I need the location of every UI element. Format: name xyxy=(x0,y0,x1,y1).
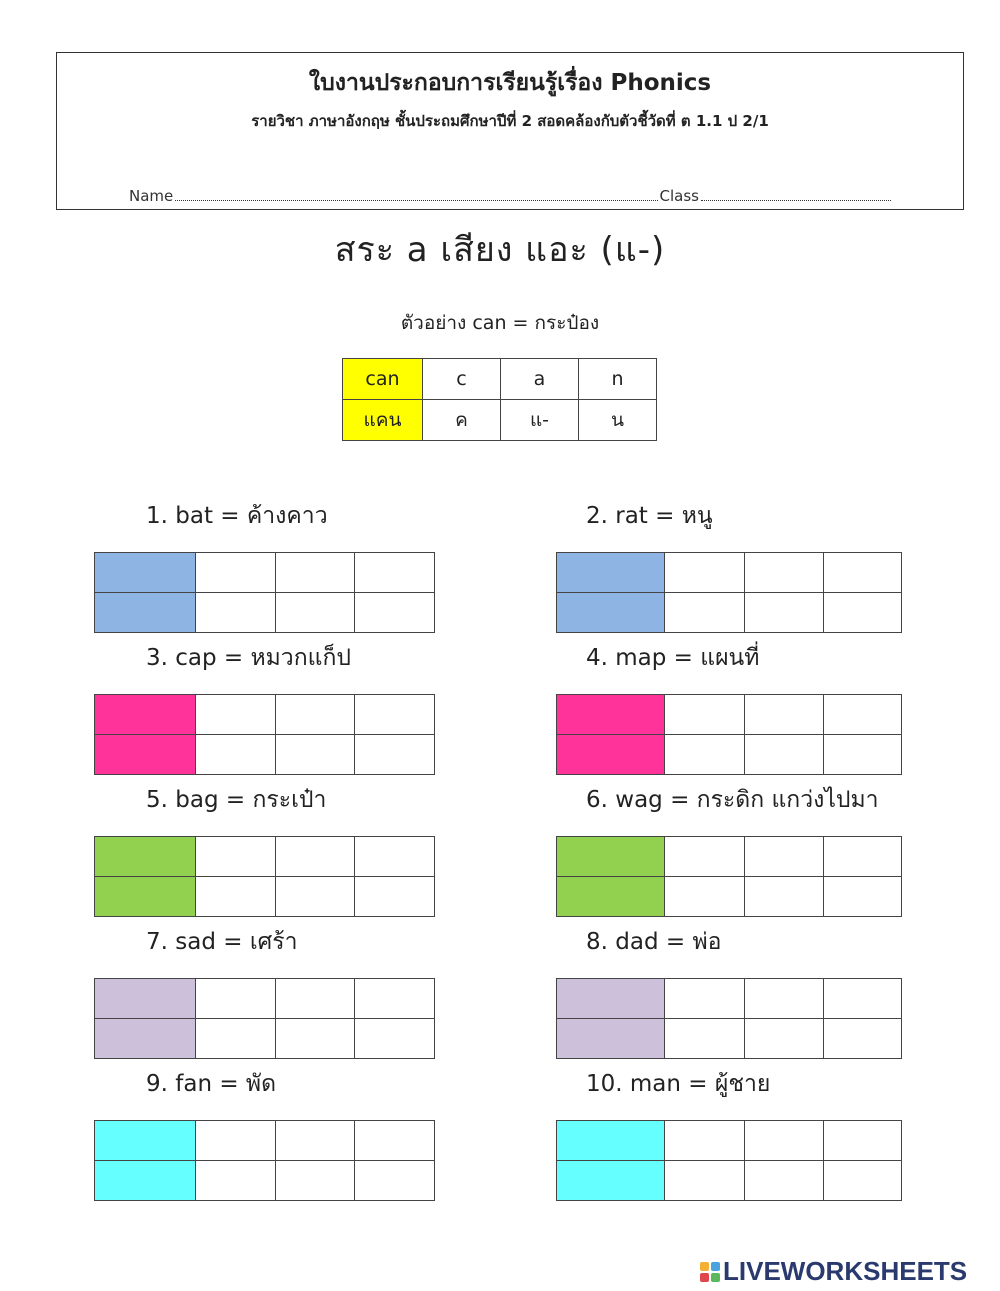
example-table xyxy=(342,358,657,441)
answer-letter-cell[interactable] xyxy=(276,735,355,775)
question-label: 4. map = แผนที่ xyxy=(586,645,760,671)
answer-letter-cell[interactable] xyxy=(196,1019,276,1059)
answer-word-cell[interactable] xyxy=(557,877,665,917)
example-row-thai xyxy=(343,400,657,441)
answer-word-cell[interactable] xyxy=(557,553,665,593)
question-label: 8. dad = พ่อ xyxy=(586,929,722,955)
answer-row xyxy=(557,1161,902,1201)
example-cell: can xyxy=(343,359,423,400)
answer-row xyxy=(95,877,435,917)
answer-letter-cell[interactable] xyxy=(276,1121,355,1161)
answer-letter-cell[interactable] xyxy=(355,735,435,775)
answer-table xyxy=(94,978,435,1059)
worksheet-header xyxy=(56,52,964,210)
answer-letter-cell[interactable] xyxy=(665,735,745,775)
question-label: 2. rat = หนู xyxy=(586,503,713,529)
answer-row xyxy=(557,735,902,775)
answer-letter-cell[interactable] xyxy=(276,1019,355,1059)
logo-text: LIVEWORKSHEETS xyxy=(723,1256,968,1286)
answer-letter-cell[interactable] xyxy=(276,553,355,593)
answer-table xyxy=(94,694,435,775)
answer-letter-cell[interactable] xyxy=(665,553,745,593)
name-label: Name xyxy=(129,187,174,205)
example-caption: ตัวอย่าง can = กระป๋อง xyxy=(400,312,600,334)
answer-table xyxy=(556,694,902,775)
answer-word-cell[interactable] xyxy=(95,1019,196,1059)
answer-letter-cell[interactable] xyxy=(665,1161,745,1201)
answer-row xyxy=(95,1019,435,1059)
answer-letter-cell[interactable] xyxy=(824,979,902,1019)
answer-row xyxy=(557,593,902,633)
answer-row xyxy=(557,553,902,593)
logo-icon xyxy=(700,1262,720,1282)
answer-word-cell[interactable] xyxy=(557,1121,665,1161)
example-cell: c xyxy=(423,359,501,400)
answer-letter-cell[interactable] xyxy=(745,695,824,735)
answer-letter-cell[interactable] xyxy=(196,877,276,917)
answer-word-cell[interactable] xyxy=(95,593,196,633)
question-label: 10. man = ผู้ชาย xyxy=(586,1071,771,1097)
question-label: 3. cap = หมวกแก็ป xyxy=(146,645,352,671)
answer-row xyxy=(95,979,435,1019)
answer-letter-cell[interactable] xyxy=(355,1019,435,1059)
answer-table xyxy=(94,836,435,917)
answer-word-cell[interactable] xyxy=(557,979,665,1019)
answer-row xyxy=(557,877,902,917)
example-row-english xyxy=(343,359,657,400)
answer-letter-cell[interactable] xyxy=(196,593,276,633)
answer-letter-cell[interactable] xyxy=(745,735,824,775)
example-cell: น xyxy=(579,400,657,441)
answer-word-cell[interactable] xyxy=(95,877,196,917)
answer-letter-cell[interactable] xyxy=(196,979,276,1019)
answer-word-cell[interactable] xyxy=(95,1161,196,1201)
answer-row xyxy=(557,837,902,877)
answer-letter-cell[interactable] xyxy=(665,1019,745,1059)
answer-table xyxy=(556,836,902,917)
student-info-line xyxy=(129,187,893,205)
answer-row xyxy=(95,695,435,735)
answer-letter-cell[interactable] xyxy=(824,837,902,877)
answer-letter-cell[interactable] xyxy=(355,837,435,877)
name-field[interactable] xyxy=(175,187,657,201)
answer-row xyxy=(557,1121,902,1161)
answer-letter-cell[interactable] xyxy=(745,553,824,593)
answer-word-cell[interactable] xyxy=(95,1121,196,1161)
answer-letter-cell[interactable] xyxy=(824,695,902,735)
answer-row xyxy=(557,695,902,735)
worksheet-title: ใบงานประกอบการเรียนรู้เรื่อง Phonics xyxy=(308,70,712,96)
question-label: 5. bag = กระเป๋า xyxy=(146,787,327,813)
answer-row xyxy=(95,1121,435,1161)
answer-letter-cell[interactable] xyxy=(355,979,435,1019)
answer-letter-cell[interactable] xyxy=(276,837,355,877)
answer-word-cell[interactable] xyxy=(557,837,665,877)
answer-word-cell[interactable] xyxy=(95,837,196,877)
answer-letter-cell[interactable] xyxy=(276,593,355,633)
answer-row xyxy=(95,837,435,877)
answer-letter-cell[interactable] xyxy=(355,695,435,735)
answer-letter-cell[interactable] xyxy=(745,1019,824,1059)
answer-word-cell[interactable] xyxy=(95,695,196,735)
answer-letter-cell[interactable] xyxy=(276,979,355,1019)
answer-letter-cell[interactable] xyxy=(824,553,902,593)
liveworksheets-logo xyxy=(700,1256,967,1287)
answer-letter-cell[interactable] xyxy=(824,1121,902,1161)
answer-row xyxy=(95,593,435,633)
answer-row xyxy=(557,979,902,1019)
answer-table xyxy=(94,552,435,633)
answer-word-cell[interactable] xyxy=(95,979,196,1019)
answer-letter-cell[interactable] xyxy=(745,979,824,1019)
answer-letter-cell[interactable] xyxy=(665,695,745,735)
question-label: 9. fan = พัด xyxy=(146,1071,277,1097)
answer-letter-cell[interactable] xyxy=(824,1019,902,1059)
answer-letter-cell[interactable] xyxy=(196,553,276,593)
answer-row xyxy=(95,553,435,593)
answer-row xyxy=(95,1161,435,1201)
question-label: 6. wag = กระดิก แกว่งไปมา xyxy=(586,787,879,813)
answer-letter-cell[interactable] xyxy=(665,979,745,1019)
answer-letter-cell[interactable] xyxy=(196,735,276,775)
answer-letter-cell[interactable] xyxy=(665,877,745,917)
answer-row xyxy=(95,735,435,775)
answer-table xyxy=(556,552,902,633)
answer-letter-cell[interactable] xyxy=(824,877,902,917)
answer-word-cell[interactable] xyxy=(557,695,665,735)
answer-letter-cell[interactable] xyxy=(665,1121,745,1161)
example-cell: ค xyxy=(423,400,501,441)
answer-letter-cell[interactable] xyxy=(745,1161,824,1201)
answer-word-cell[interactable] xyxy=(95,553,196,593)
example-cell: n xyxy=(579,359,657,400)
worksheet-subtitle: รายวิชา ภาษาอังกฤษ ชั้นประถมศึกษาปีที่ 2 สอดคล้องกับตัวชี้วัดที่ ต 1.1 ป 2/1 xyxy=(251,112,769,130)
answer-table xyxy=(556,1120,902,1201)
answer-letter-cell[interactable] xyxy=(355,593,435,633)
answer-letter-cell[interactable] xyxy=(745,593,824,633)
answer-letter-cell[interactable] xyxy=(196,695,276,735)
answer-letter-cell[interactable] xyxy=(824,593,902,633)
answer-letter-cell[interactable] xyxy=(196,1161,276,1201)
answer-letter-cell[interactable] xyxy=(355,1161,435,1201)
question-label: 1. bat = ค้างคาว xyxy=(146,503,328,529)
answer-table xyxy=(556,978,902,1059)
answer-letter-cell[interactable] xyxy=(276,695,355,735)
answer-letter-cell[interactable] xyxy=(745,1121,824,1161)
answer-word-cell[interactable] xyxy=(557,1019,665,1059)
lesson-title: สระ a เสียง แอะ (แ-) xyxy=(334,230,666,270)
answer-letter-cell[interactable] xyxy=(276,877,355,917)
answer-letter-cell[interactable] xyxy=(824,735,902,775)
answer-letter-cell[interactable] xyxy=(355,553,435,593)
answer-letter-cell[interactable] xyxy=(745,877,824,917)
answer-table xyxy=(94,1120,435,1201)
example-cell: แคน xyxy=(343,400,423,441)
example-cell: a xyxy=(501,359,579,400)
answer-word-cell[interactable] xyxy=(95,735,196,775)
answer-letter-cell[interactable] xyxy=(665,593,745,633)
answer-word-cell[interactable] xyxy=(557,735,665,775)
answer-letter-cell[interactable] xyxy=(196,837,276,877)
class-field[interactable] xyxy=(701,187,891,201)
answer-word-cell[interactable] xyxy=(557,1161,665,1201)
class-label: Class xyxy=(659,187,699,205)
answer-word-cell[interactable] xyxy=(557,593,665,633)
answer-letter-cell[interactable] xyxy=(665,837,745,877)
answer-letter-cell[interactable] xyxy=(276,1161,355,1201)
example-cell: แ- xyxy=(501,400,579,441)
answer-letter-cell[interactable] xyxy=(196,1121,276,1161)
answer-letter-cell[interactable] xyxy=(355,877,435,917)
answer-letter-cell[interactable] xyxy=(355,1121,435,1161)
answer-letter-cell[interactable] xyxy=(745,837,824,877)
answer-letter-cell[interactable] xyxy=(824,1161,902,1201)
answer-row xyxy=(557,1019,902,1059)
question-label: 7. sad = เศร้า xyxy=(146,929,298,955)
